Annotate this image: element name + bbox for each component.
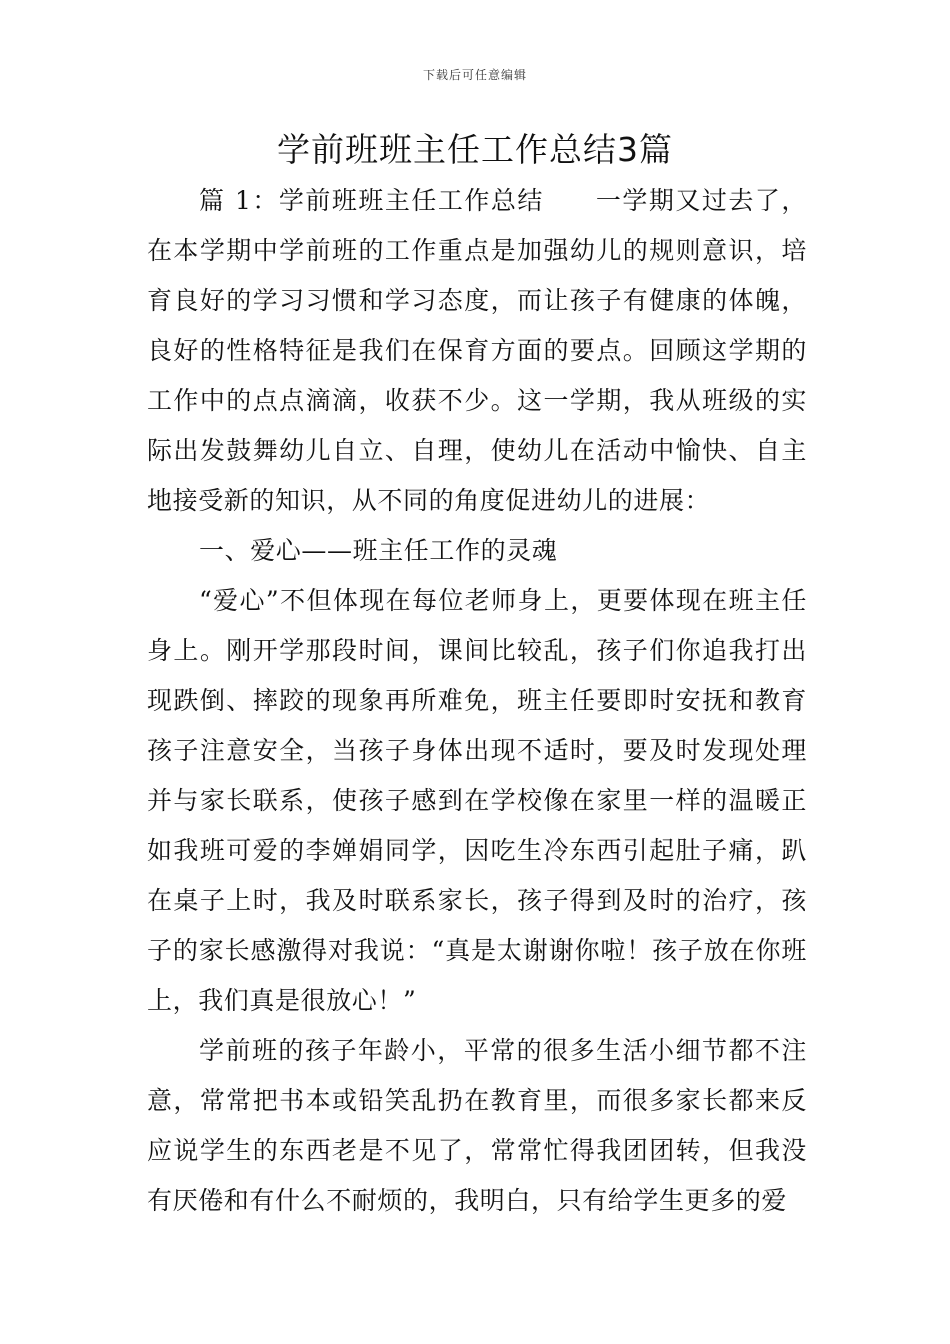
document-body bbox=[147, 176, 807, 1226]
body-paragraph-3: 学前班的孩子年龄小，平常的很多生活小细节都不注意，常常把书本或铅笑乱扔在教育里，而很多家长都来反应说学生的东西老是不见了，常常忙得我团团转，但我没有厌倦和有什么不耐烦的，我明白，只有给学生更多的爱 bbox=[147, 1036, 807, 1215]
document-title: 学前班班主任工作总结3篇 bbox=[277, 130, 673, 169]
body-paragraph-2: “爱心”不但体现在每位老师身上，更要体现在班主任身上。刚开学那段时间，课间比较乱，孩子们你追我打出现跌倒、摔跤的现象再所难免，班主任要即时安抚和教育孩子注意安全，当孩子身体出现不适时，要及时发现处理并与家长联系，使孩子感到在学校像在家里一样的温暖正如我班可爱的李婵娟同学，因吃生冷东西引起肚子痛，趴在桌子上时，我及时联系家长，孩子得到及时的治疗，孩子的家长感激得对我说：“真是太谢谢你啦！孩子放在你班上，我们真是很放心！” bbox=[147, 586, 807, 1015]
intro-text: 一学期又过去了，在本学期中学前班的工作重点是加强幼儿的规则意识，培育良好的学习习惯和学习态度，而让孩子有健康的体魄，良好的性格特征是我们在保育方面的要点。回顾这学期的工作中的点点滴滴，收获不少。这一学期，我从班级的实际出发鼓舞幼儿自立、自理，使幼儿在活动中愉快、自主地接受新的知识，从不同的角度促进幼儿的进展： bbox=[147, 186, 807, 515]
intro-paragraph bbox=[147, 176, 807, 526]
section-heading: 一、爱心——班主任工作的灵魂 bbox=[199, 536, 558, 565]
header-note: 下载后可任意编辑 bbox=[422, 68, 527, 82]
section-label: 篇 1：学前班班主任工作总结 bbox=[199, 186, 544, 215]
